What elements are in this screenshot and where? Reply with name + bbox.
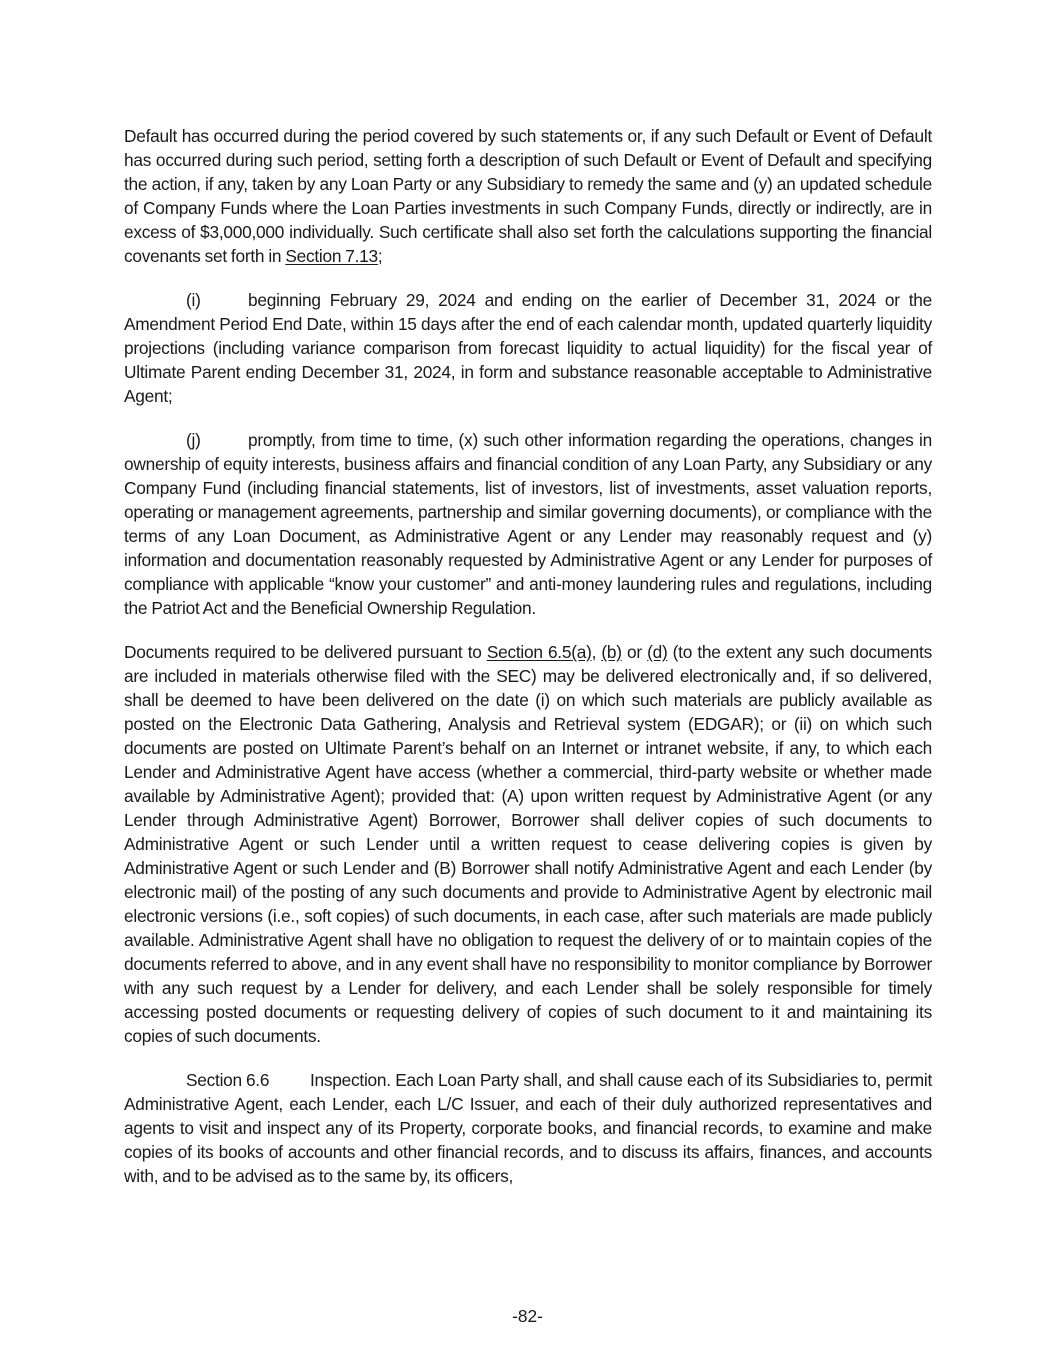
clause-i	[124, 288, 932, 408]
clause-text: beginning February 29, 2024 and ending on the earlier of December 31, 2024 or the Amendment Period End Date, within 15 days after the end of each calendar month, updated quarterly liquidity projections (including variance comparison from forecast liquidity to actual liquidity) for the fiscal year of Ultimate Parent ending December 31, 2024, in form and substance reasonable acceptable to Administrative Agent;	[124, 290, 932, 406]
section-reference-link[interactable]: (d)	[647, 642, 668, 662]
section-reference-link[interactable]: (b)	[601, 642, 622, 662]
section-text: Each Loan Party shall, and shall cause each of its Subsidiaries to, permit Administrative Agent, each Lender, each L/C Issuer, and each of their duly authorized representatives and agents to visit and inspect any of its Property, corporate books, and financial records, to examine and make copies of its books of accounts and other financial records, and to discuss its affairs, finances, and accounts with, and to be advised as to the same by, its officers,	[124, 1070, 932, 1186]
section-reference-link[interactable]: Section 7.13	[285, 246, 378, 266]
paragraph-text: Default has occurred during the period covered by such statements or, if any such Default or Event of Default has occurred during such period, setting forth a description of such Default or Event of Default and specifying the action, if any, taken by any Loan Party or any Subsidiary to remedy the same and (y) an updated schedule of Company Funds where the Loan Parties investments in such Company Funds, directly or indirectly, are in excess of $3,000,000 individually. Such certificate shall also set forth the calculations supporting the financial covenants set forth in	[124, 126, 932, 266]
clause-label: (i)	[186, 290, 201, 310]
clause-j	[124, 428, 932, 620]
paragraph-certificate-continuation: Default has occurred during the period covered by such statements or, if any such Default or Event of Default has occurred during such period, setting forth a description of such Default or Event of Default and specifying the action, if any, taken by any Loan Party or any Subsidiary to remedy the same and (y) an updated schedule of Company Funds where the Loan Parties investments in such Company Funds, directly or indirectly, are in excess of $3,000,000 individually. Such certificate shall also set forth the calculations supporting the financial covenants set forth in Section 7.13;	[124, 126, 932, 266]
paragraph-electronic-delivery: Documents required to be delivered pursuant to Section 6.5(a), (b) or (d) (to the extent any such documents are included in materials otherwise filed with the SEC) may be delivered electronically and, if so delivered, shall be deemed to have been delivered on the date (i) on which such materials are publicly available as posted on the Electronic Data Gathering, Analysis and Retrieval system (EDGAR); or (ii) on which such documents are posted on Ultimate Parent’s behalf on an Internet or intranet website, if any, to which each Lender and Administrative Agent have access (whether a commercial, third-party website or whether made available by Administrative Agent); provided that: (A) upon written request by Administrative Agent (or any Lender through Administrative Agent) Borrower, Borrower shall deliver copies of such documents to Administrative Agent or such Lender until a written request to cease delivering copies is given by Administrative Agent or such Lender and (B) Borrower shall notify Administrative Agent and each Lender (by electronic mail) of the posting of any such documents and provide to Administrative Agent by electronic mail electronic versions (i.e., soft copies) of such documents, in each case, after such materials are made publicly available. Administrative Agent shall have no obligation to request the delivery of or to maintain copies of the documents referred to above, and in any event shall have no responsibility to monitor compliance by Borrower with any such request by a Lender for delivery, and each Lender shall be solely responsible for timely accessing posted documents or requesting delivery of copies of such document to it and maintaining its copies of such documents.	[124, 642, 932, 1046]
paragraph-text: (to the extent any such documents are included in materials otherwise filed with the SEC) may be delivered electronically and, if so delivered, shall be deemed to have been delivered on the date (i) on which such materials are publicly available as posted on the Electronic Data Gathering, Analysis and Retrieval system (EDGAR); or (ii) on which such documents are posted on Ultimate Parent’s behalf on an Internet or intranet website, if any, to which each Lender and Administrative Agent have access (whether a commercial, third-party website or whether made available by Administrative Agent); provided that: (A) upon written request by Administrative Agent (or any Lender through Administrative Agent) Borrower, Borrower shall deliver copies of such documents to Administrative Agent or such Lender until a written request to cease delivering copies is given by Administrative Agent or such Lender and (B) Borrower shall notify Administrative Agent and each Lender (by electronic mail) of the posting of any such documents and provide to Administrative Agent by electronic mail electronic versions (i.e., soft copies) of such documents, in each case, after such materials are made publicly available. Administrative Agent shall have no obligation to request the delivery of or to maintain copies of the documents referred to above, and in any event shall have no responsibility to monitor compliance by Borrower with any such request by a Lender for delivery, and each Lender shall be solely responsible for timely accessing posted documents or requesting delivery of copies of such document to it and maintaining its copies of such documents.	[124, 642, 932, 1046]
section-number: Section 6.6	[186, 1070, 270, 1090]
section-heading: Inspection.	[310, 1070, 391, 1090]
clause-label: (j)	[186, 430, 201, 450]
page-number: -82-	[512, 1306, 543, 1326]
clause-text: promptly, from time to time, (x) such other information regarding the operations, changes in ownership of equity interests, business affairs and financial condition of any Loan Party, any Subsidiary or any Company Fund (including financial statements, list of investors, list of investments, asset valuation reports, operating or management agreements, partnership and similar governing documents), or compliance with the terms of any Loan Document, as Administrative Agent or any Lender may reasonably request and (y) information and documentation reasonably requested by Administrative Agent or any Lender for purposes of compliance with applicable “know your customer” and anti-money laundering rules and regulations, including the Patriot Act and the Beneficial Ownership Regulation.	[124, 430, 932, 618]
section-reference-link[interactable]: Section 6.5(a)	[486, 642, 592, 662]
document-body	[124, 124, 932, 1208]
section-6-6-inspection	[124, 1068, 932, 1188]
